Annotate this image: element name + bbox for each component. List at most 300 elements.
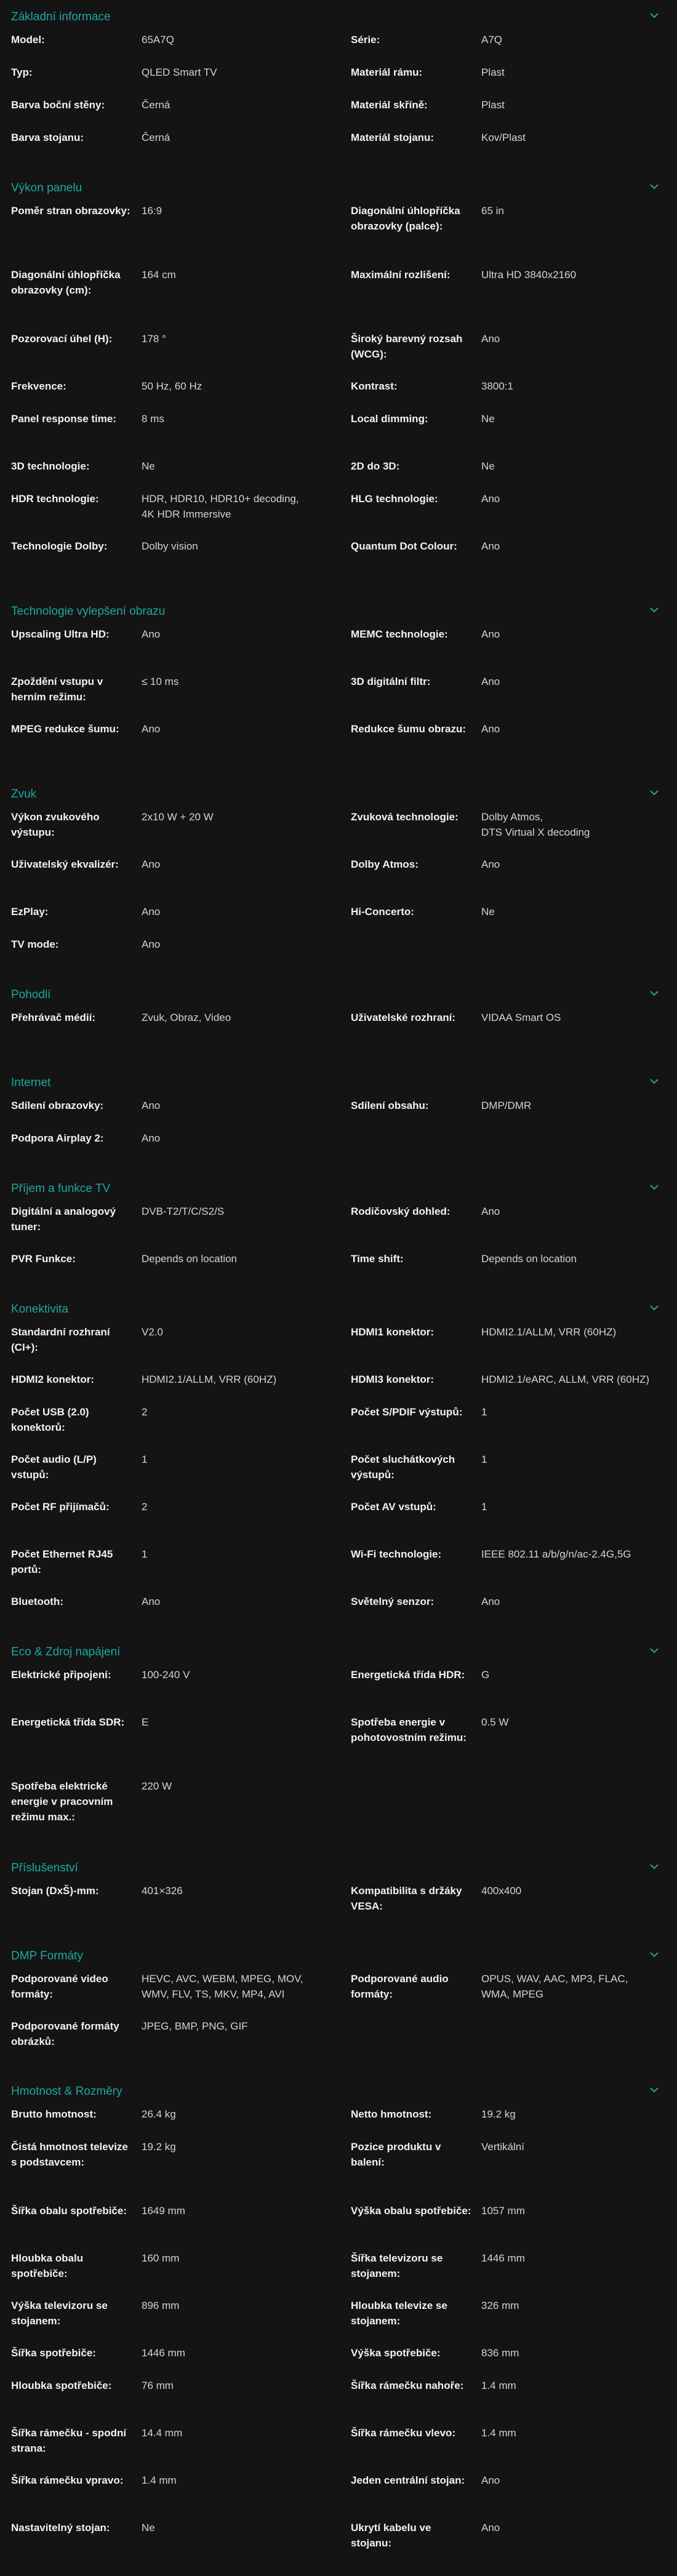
spec-row	[0, 2250, 677, 2298]
spec-cell	[351, 65, 677, 97]
spec-label: Frekvence:	[11, 380, 66, 392]
spec-value: Černá	[142, 99, 170, 111]
spec-cell	[11, 2298, 351, 2345]
spec-value: 1649 mm	[142, 2205, 185, 2217]
spec-cell	[351, 904, 677, 937]
spec-section	[0, 978, 677, 1066]
spec-label: 3D technologie:	[11, 460, 90, 472]
spec-cell	[11, 1667, 351, 1714]
spec-row	[0, 1667, 677, 1714]
section-title: Zvuk	[11, 788, 37, 801]
spec-row	[0, 65, 677, 97]
spec-label: Diagonální úhlopříčka obrazovky (cm):	[11, 269, 121, 296]
spec-cell	[11, 1098, 351, 1130]
spec-row	[0, 1372, 677, 1404]
spec-cell	[11, 1971, 351, 2018]
spec-value: Ultra HD 3840x2160	[481, 269, 577, 281]
section-body	[0, 203, 677, 594]
spec-cell	[11, 538, 351, 586]
spec-cell	[351, 1499, 677, 1546]
spec-label: Čistá hmotnost televize s podstavcem:	[11, 2141, 128, 2168]
spec-value: Depends on location	[481, 1253, 577, 1265]
spec-cell	[11, 2203, 351, 2250]
spec-value: 401×326	[142, 1885, 183, 1897]
spec-value: Ano	[481, 723, 500, 735]
spec-label: Upscaling Ultra HD:	[11, 628, 110, 640]
spec-label: EzPlay:	[11, 906, 49, 918]
spec-label: Nastavitelný stojan:	[11, 2522, 110, 2534]
spec-row	[0, 378, 677, 411]
spec-value: Plast	[481, 66, 505, 78]
spec-label: Počet RF přijímačů:	[11, 1501, 110, 1513]
chevron-down-icon[interactable]	[649, 1183, 660, 1191]
spec-cell	[351, 1452, 677, 1499]
spec-label: Hi-Concerto:	[351, 906, 414, 918]
spec-label: Šířka spotřebiče:	[11, 2347, 96, 2359]
spec-value: Ano	[481, 628, 500, 640]
spec-value: 1	[481, 1501, 487, 1513]
spec-label: Materiál skříně:	[351, 99, 428, 111]
section-body	[0, 32, 677, 171]
spec-cell	[11, 2106, 351, 2139]
spec-cell	[351, 2018, 677, 2066]
spec-cell	[351, 721, 677, 769]
section-header[interactable]	[0, 1851, 677, 1883]
spec-label: Výška spotřebiče:	[351, 2347, 441, 2359]
spec-value: Černá	[142, 132, 170, 143]
spec-cell	[351, 411, 677, 458]
spec-row	[0, 674, 677, 721]
section-title: Eco & Zdroj napájení	[11, 1646, 121, 1658]
spec-value: Ano	[142, 1100, 161, 1111]
spec-label: Výkon zvukového výstupu:	[11, 811, 100, 838]
spec-value: HEVC, AVC, WEBM, MPEG, MOV, WMV, FLV, TS, MKV, MP4, AVI	[142, 1973, 303, 2000]
section-body	[0, 626, 677, 777]
spec-section	[0, 1939, 677, 2074]
spec-row	[0, 2425, 677, 2473]
spec-label: Elektrické připojení:	[11, 1669, 111, 1681]
section-title: Výkon panelu	[11, 182, 82, 194]
spec-value: Ano	[142, 1132, 161, 1144]
spec-label: Šířka rámečku vlevo:	[351, 2427, 456, 2439]
spec-cell	[351, 1010, 677, 1057]
spec-value: Ano	[142, 628, 161, 640]
spec-cell	[351, 1372, 677, 1404]
spec-cell	[11, 2378, 351, 2425]
spec-label: Stojan (DxŠ)-mm:	[11, 1885, 99, 1897]
spec-row	[0, 2139, 677, 2203]
spec-cell	[351, 937, 677, 969]
spec-cell	[11, 1778, 351, 1842]
spec-cell	[351, 2250, 677, 2298]
spec-row	[0, 1130, 677, 1163]
spec-label: Počet Ethernet RJ45 portů:	[11, 1548, 113, 1575]
spec-value: Ne	[481, 460, 495, 472]
section-title: Internet	[11, 1076, 51, 1089]
spec-cell	[11, 130, 351, 162]
spec-cell	[351, 32, 677, 65]
spec-label: Materiál rámu:	[351, 66, 423, 78]
section-title: Konektivita	[11, 1303, 68, 1316]
spec-label: HDMI2 konektor:	[11, 1374, 95, 1385]
spec-value: 100-240 V	[142, 1669, 190, 1681]
spec-cell	[351, 857, 677, 904]
spec-label: HDMI3 konektor:	[351, 1374, 435, 1385]
spec-label: Uživatelský ekvalizér:	[11, 858, 119, 870]
spec-label: Pozorovací úhel (H):	[11, 333, 113, 345]
spec-row	[0, 1098, 677, 1130]
spec-value: V2.0	[142, 1326, 163, 1338]
spec-cell	[11, 1251, 351, 1284]
spec-cell	[351, 491, 677, 538]
spec-cell	[351, 2378, 677, 2425]
spec-cell	[351, 1546, 677, 1594]
spec-cell	[351, 2139, 677, 2203]
spec-label: Materiál stojanu:	[351, 132, 435, 143]
spec-label: MPEG redukce šumu:	[11, 723, 119, 735]
spec-label: Podporované audio formáty:	[351, 1973, 449, 2000]
spec-value: 400x400	[481, 1885, 522, 1897]
chevron-down-icon[interactable]	[649, 1646, 660, 1655]
spec-label: Sdílení obsahu:	[351, 1100, 429, 1111]
spec-row	[0, 331, 677, 378]
spec-value: HDMI2.1/eARC, ALLM, VRR (60HZ)	[481, 1374, 650, 1385]
spec-cell	[11, 904, 351, 937]
spec-cell	[11, 458, 351, 491]
spec-value: Ano	[481, 2522, 500, 2534]
spec-value: 1446 mm	[142, 2347, 185, 2359]
chevron-down-icon[interactable]	[649, 11, 660, 20]
spec-cell	[351, 1594, 677, 1626]
spec-label: Kontrast:	[351, 380, 398, 392]
chevron-down-icon[interactable]	[649, 2086, 660, 2094]
spec-value: 1	[142, 1454, 148, 1465]
spec-row	[0, 1324, 677, 1372]
spec-cell	[351, 130, 677, 162]
spec-cell	[351, 1667, 677, 1714]
spec-section	[0, 1066, 677, 1172]
spec-cell	[11, 203, 351, 267]
spec-value: Ne	[142, 460, 155, 472]
spec-row	[0, 538, 677, 586]
spec-label: Uživatelské rozhraní:	[351, 1012, 456, 1023]
spec-cell	[11, 2018, 351, 2066]
spec-label: Hloubka spotřebiče:	[11, 2380, 112, 2391]
spec-cell	[11, 1010, 351, 1057]
spec-value: Ano	[481, 676, 500, 687]
section-title: Technologie vylepšení obrazu	[11, 605, 166, 618]
spec-cell	[11, 857, 351, 904]
spec-label: Maximální rozlišení:	[351, 269, 451, 281]
spec-label: Poměr stran obrazovky:	[11, 205, 130, 217]
spec-section	[0, 2074, 677, 2576]
section-header[interactable]	[0, 2074, 677, 2106]
spec-label: Přehrávač médií:	[11, 1012, 96, 1023]
spec-cell	[11, 1130, 351, 1163]
spec-value: QLED Smart TV	[142, 66, 217, 78]
spec-label: Barva boční stěny:	[11, 99, 105, 111]
section-title: Příjem a funkce TV	[11, 1182, 111, 1195]
spec-cell	[11, 1324, 351, 1372]
spec-value: 65A7Q	[142, 34, 174, 46]
section-header[interactable]	[0, 1172, 677, 1204]
spec-label: TV mode:	[11, 938, 59, 950]
spec-label: Bluetooth:	[11, 1596, 63, 1607]
spec-value: Ano	[142, 938, 161, 950]
spec-row	[0, 203, 677, 267]
spec-label: Podpora Airplay 2:	[11, 1132, 104, 1144]
spec-row	[0, 1452, 677, 1499]
spec-cell	[351, 1251, 677, 1284]
spec-label: Šířka televizoru se stojanem:	[351, 2252, 443, 2279]
spec-cell	[11, 65, 351, 97]
spec-value: E	[142, 1716, 149, 1728]
spec-label: Podporované formáty obrázků:	[11, 2020, 119, 2047]
spec-row	[0, 1971, 677, 2018]
spec-row	[0, 458, 677, 491]
spec-cell	[351, 203, 677, 267]
spec-value: 65 in	[481, 205, 504, 217]
spec-value: 178 °	[142, 333, 166, 345]
spec-cell	[11, 32, 351, 65]
spec-cell	[11, 1452, 351, 1499]
spec-value: 896 mm	[142, 2300, 180, 2311]
spec-value: Ne	[481, 906, 495, 918]
spec-row	[0, 97, 677, 130]
spec-cell	[351, 1130, 677, 1163]
spec-label: Energetická třída HDR:	[351, 1669, 465, 1681]
section-body	[0, 1971, 677, 2074]
spec-cell	[11, 721, 351, 769]
spec-label: Netto hmotnost:	[351, 2108, 432, 2120]
spec-value: Dolby Atmos, DTS Virtual X decoding	[481, 811, 590, 838]
spec-label: Time shift:	[351, 1253, 404, 1265]
spec-cell	[351, 2203, 677, 2250]
spec-row	[0, 130, 677, 162]
spec-value: DVB-T2/T/C/S2/S	[142, 1206, 225, 1217]
spec-value: 164 cm	[142, 269, 176, 281]
section-header[interactable]	[0, 1939, 677, 1971]
spec-cell	[11, 411, 351, 458]
spec-label: Zpoždění vstupu v herním režimu:	[11, 676, 103, 703]
spec-row	[0, 626, 677, 674]
spec-label: Kompatibilita s držáky VESA:	[351, 1885, 462, 1912]
spec-label: Model:	[11, 34, 45, 46]
spec-label: Zvuková technologie:	[351, 811, 459, 823]
chevron-down-icon[interactable]	[649, 1077, 660, 1086]
spec-cell	[11, 1404, 351, 1452]
spec-section	[0, 1292, 677, 1635]
spec-section	[0, 1172, 677, 1292]
spec-cell	[11, 2520, 351, 2567]
spec-label: HDMI1 konektor:	[351, 1326, 435, 1338]
spec-value: JPEG, BMP, PNG, GIF	[142, 2020, 248, 2032]
spec-cell	[351, 2425, 677, 2473]
spec-cell	[11, 1594, 351, 1626]
spec-cell	[351, 674, 677, 721]
spec-row	[0, 1010, 677, 1057]
spec-cell	[351, 331, 677, 378]
spec-label: Počet audio (L/P) vstupů:	[11, 1454, 97, 1481]
section-header[interactable]	[0, 1066, 677, 1098]
spec-row	[0, 904, 677, 937]
spec-row	[0, 857, 677, 904]
section-header[interactable]	[0, 1292, 677, 1324]
spec-value: Ne	[481, 413, 495, 425]
spec-cell	[11, 378, 351, 411]
spec-label: Typ:	[11, 66, 33, 78]
chevron-down-icon[interactable]	[649, 606, 660, 614]
spec-value: 1.4 mm	[481, 2427, 516, 2439]
spec-value: 26.4 kg	[142, 2108, 176, 2120]
spec-row	[0, 411, 677, 458]
spec-value: Ano	[481, 858, 500, 870]
spec-cell	[351, 1778, 677, 1842]
section-body	[0, 1098, 677, 1172]
spec-label: Spotřeba elektrické energie v pracovním režimu max.:	[11, 1780, 113, 1823]
spec-cell	[351, 2106, 677, 2139]
spec-cell	[11, 1883, 351, 1930]
spec-value: VIDAA Smart OS	[481, 1012, 561, 1023]
section-header[interactable]	[0, 978, 677, 1010]
spec-label: Počet S/PDIF výstupů:	[351, 1406, 463, 1418]
spec-value: 1.4 mm	[481, 2380, 516, 2391]
spec-label: Redukce šumu obrazu:	[351, 723, 467, 735]
spec-value: 2	[142, 1406, 148, 1418]
spec-label: Wi-Fi technologie:	[351, 1548, 442, 1560]
spec-value: 2	[142, 1501, 148, 1513]
section-title: Příslušenství	[11, 1862, 78, 1874]
spec-label: Hloubka televize se stojanem:	[351, 2300, 447, 2327]
spec-label: Světelný senzor:	[351, 1596, 435, 1607]
chevron-down-icon[interactable]	[649, 1950, 660, 1959]
section-title: Hmotnost & Rozměry	[11, 2085, 122, 2098]
spec-row	[0, 2298, 677, 2345]
spec-cell	[351, 1883, 677, 1930]
spec-row	[0, 1251, 677, 1284]
section-body	[0, 1883, 677, 1939]
spec-label: Spotřeba energie v pohotovostním režimu:	[351, 1716, 467, 1743]
spec-value: Ano	[481, 493, 500, 505]
section-header[interactable]	[0, 171, 677, 203]
spec-cell	[11, 1499, 351, 1546]
section-header[interactable]	[0, 777, 677, 809]
spec-row	[0, 937, 677, 969]
spec-cell	[351, 458, 677, 491]
spec-cell	[351, 267, 677, 331]
section-header[interactable]	[0, 0, 677, 32]
section-header[interactable]	[0, 594, 677, 626]
spec-label: HLG technologie:	[351, 493, 438, 505]
spec-value: A7Q	[481, 34, 503, 46]
section-body	[0, 1324, 677, 1635]
spec-label: Šířka rámečku nahoře:	[351, 2380, 464, 2391]
spec-cell	[11, 937, 351, 969]
spec-value: 76 mm	[142, 2380, 174, 2391]
spec-cell	[351, 1324, 677, 1372]
spec-cell	[11, 331, 351, 378]
spec-label: MEMC technologie:	[351, 628, 448, 640]
chevron-down-icon[interactable]	[649, 788, 660, 797]
spec-row	[0, 2345, 677, 2378]
spec-value: Ano	[142, 1596, 161, 1607]
spec-value: ≤ 10 ms	[142, 676, 179, 687]
spec-label: Série:	[351, 34, 380, 46]
spec-value: 50 Hz, 60 Hz	[142, 380, 202, 392]
spec-cell	[11, 1204, 351, 1251]
spec-row	[0, 2203, 677, 2250]
spec-section	[0, 171, 677, 594]
spec-cell	[11, 2473, 351, 2520]
spec-value: HDMI2.1/ALLM, VRR (60HZ)	[481, 1326, 617, 1338]
section-body	[0, 1667, 677, 1851]
spec-value: Ano	[481, 1596, 500, 1607]
spec-row	[0, 2106, 677, 2139]
spec-section	[0, 0, 677, 171]
section-title: Pohodlí	[11, 988, 51, 1001]
spec-cell	[351, 1971, 677, 2018]
spec-cell	[11, 2139, 351, 2203]
spec-cell	[11, 491, 351, 538]
spec-label: Pozice produktu v balení:	[351, 2141, 441, 2168]
spec-label: Šířka obalu spotřebiče:	[11, 2205, 127, 2217]
spec-value: 16:9	[142, 205, 162, 217]
spec-cell	[11, 674, 351, 721]
spec-value: Plast	[481, 99, 505, 111]
spec-row	[0, 1778, 677, 1842]
spec-label: Barva stojanu:	[11, 132, 84, 143]
spec-label: Technologie Dolby:	[11, 540, 108, 552]
chevron-down-icon[interactable]	[649, 182, 660, 191]
spec-label: PVR Funkce:	[11, 1253, 76, 1265]
spec-label: Jeden centrální stojan:	[351, 2474, 465, 2486]
section-header[interactable]	[0, 1635, 677, 1667]
spec-value: 326 mm	[481, 2300, 519, 2311]
spec-label: Energetická třída SDR:	[11, 1716, 125, 1728]
spec-value: Zvuk, Obraz, Video	[142, 1012, 231, 1023]
spec-cell	[351, 1714, 677, 1778]
spec-label: Šířka rámečku vpravo:	[11, 2474, 124, 2486]
spec-cell	[351, 809, 677, 857]
spec-value: Depends on location	[142, 1253, 238, 1265]
spec-cell	[351, 2520, 677, 2567]
spec-label: Standardní rozhraní (CI+):	[11, 1326, 110, 1353]
spec-label: Rodičovský dohled:	[351, 1206, 451, 1217]
chevron-down-icon[interactable]	[649, 1303, 660, 1312]
spec-cell	[351, 378, 677, 411]
section-body	[0, 1204, 677, 1292]
chevron-down-icon[interactable]	[649, 989, 660, 998]
spec-value: Kov/Plast	[481, 132, 526, 143]
spec-value: Dolby vision	[142, 540, 198, 552]
spec-row	[0, 809, 677, 857]
spec-cell	[351, 1204, 677, 1251]
spec-value: 1446 mm	[481, 2252, 525, 2264]
spec-value: 1	[481, 1406, 487, 1418]
spec-value: 2x10 W + 20 W	[142, 811, 214, 823]
spec-value: 14.4 mm	[142, 2427, 183, 2439]
chevron-down-icon[interactable]	[649, 1862, 660, 1871]
section-title: Základní informace	[11, 10, 111, 23]
spec-row	[0, 267, 677, 331]
spec-label: Quantum Dot Colour:	[351, 540, 457, 552]
spec-cell	[11, 97, 351, 130]
spec-cell	[351, 626, 677, 674]
spec-value: 8 ms	[142, 413, 164, 425]
spec-value: 1057 mm	[481, 2205, 525, 2217]
spec-value: 1.4 mm	[142, 2474, 177, 2486]
spec-value: Ano	[481, 1206, 500, 1217]
